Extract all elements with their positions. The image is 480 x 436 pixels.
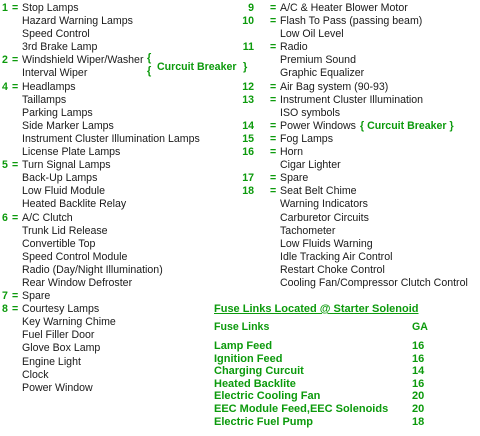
fuse-links-col-name: Fuse Links — [214, 321, 270, 333]
fuse-item-label: Rear Window Defroster — [22, 276, 133, 289]
fuse-number: 1 — [2, 2, 8, 14]
fuse-item — [2, 81, 242, 94]
fuse-item-label: Cooling Fan/Compressor Clutch Control — [280, 276, 468, 289]
fuse-item — [234, 67, 478, 80]
fuse-link-gauge: 16 — [412, 377, 425, 390]
fuse-links-rows — [214, 340, 478, 428]
fuse-number: 14 — [242, 119, 254, 132]
fuse-group-12 — [234, 81, 478, 94]
fuse-item-label: Glove Box Lamp — [22, 342, 101, 355]
fuse-item — [2, 198, 242, 211]
fuse-group-15 — [234, 133, 478, 146]
fuse-link-row — [214, 365, 478, 378]
equals-sign: = — [12, 159, 19, 172]
circuit-breaker-label: Curcuit Breaker — [157, 61, 237, 73]
fuse-link-name: Heated Backlite — [214, 377, 296, 390]
fuse-item — [2, 41, 242, 54]
fuse-item — [234, 15, 478, 28]
fuse-item-label: Premium Sound — [280, 54, 356, 67]
fuse-link-gauge: 14 — [412, 365, 425, 378]
fuse-item-label: Air Bag system (90-93) — [280, 80, 389, 93]
fuse-item-label: Taillamps — [22, 93, 67, 106]
fuse-item-label: Tachometer — [280, 224, 336, 237]
brace-close: } — [243, 61, 248, 73]
fuse-item — [234, 225, 478, 238]
equals-sign: = — [12, 303, 19, 316]
fuse-item — [2, 107, 242, 120]
fuse-number: 8 — [2, 303, 8, 316]
fuse-group-16 — [234, 146, 478, 172]
fuse-item-label: Power Window — [22, 381, 93, 394]
fuse-group-17 — [234, 172, 478, 185]
fuse-links-header — [214, 321, 478, 335]
fuse-item — [2, 264, 242, 277]
fuse-item-label: Side Marker Lamps — [22, 119, 114, 132]
fuse-item — [2, 185, 242, 198]
equals-sign: = — [270, 93, 277, 106]
fuse-item — [2, 225, 242, 238]
fuse-links-panel — [214, 303, 478, 428]
fuse-item-label: Low Oil Level — [280, 28, 344, 41]
brace-open-bottom: { — [147, 65, 152, 77]
fuse-number: 6 — [2, 211, 8, 224]
fuse-item — [2, 290, 242, 303]
fuse-item-label: Interval Wiper — [22, 67, 88, 80]
equals-sign: = — [270, 80, 277, 93]
fuse-item — [234, 94, 478, 107]
fuse-item — [234, 107, 478, 120]
fuse-number: 10 — [242, 15, 254, 28]
fuse-number: 5 — [2, 159, 8, 172]
fuse-item-label: Engine Light — [22, 355, 81, 368]
fuse-item-label: Graphic Equalizer — [280, 67, 365, 80]
equals-sign: = — [270, 146, 277, 159]
fuse-item-label: Warning Indicators — [280, 198, 368, 211]
fuse-link-gauge: 20 — [412, 402, 425, 415]
fuse-link-row — [214, 403, 478, 416]
equals-sign: = — [270, 15, 277, 28]
fuse-group-6 — [2, 212, 242, 291]
fuse-item — [234, 159, 478, 172]
fuse-link-row — [214, 340, 478, 353]
fuse-item-label: Key Warning Chime — [22, 316, 116, 329]
fuse-item-label: Courtesy Lamps — [22, 303, 100, 316]
fuse-item-label: Restart Choke Control — [280, 263, 385, 276]
equals-sign: = — [270, 185, 277, 198]
fuse-item — [234, 41, 478, 54]
fuse-item-label: Hazard Warning Lamps — [22, 15, 133, 28]
fuse-item-label: Speed Control — [22, 28, 90, 41]
fuse-item-label: Trunk Lid Release — [22, 224, 108, 237]
fuse-group-1 — [2, 2, 242, 54]
fuse-link-gauge: 20 — [412, 390, 425, 403]
fuse-item-label: A/C & Heater Blower Motor — [280, 2, 408, 14]
equals-sign: = — [270, 119, 277, 132]
fuse-item — [2, 316, 242, 329]
fuse-item-label: Clock — [22, 368, 49, 381]
fuse-item — [234, 264, 478, 277]
fuse-link-gauge: 16 — [412, 352, 425, 365]
fuse-item — [2, 2, 242, 15]
fuse-item — [2, 159, 242, 172]
fuse-item-label: License Plate Lamps — [22, 146, 121, 159]
fuse-item-label: Speed Control Module — [22, 250, 128, 263]
fuse-item-label: Parking Lamps — [22, 106, 93, 119]
fuse-item-label: A/C Clutch — [22, 211, 73, 224]
fuse-item-label: Low Fluids Warning — [280, 237, 373, 250]
fuse-item — [2, 382, 242, 395]
fuse-item — [234, 2, 478, 15]
fuse-number: 12 — [242, 80, 254, 93]
fuse-group-18 — [234, 185, 478, 290]
fuse-number: 15 — [242, 132, 254, 145]
fuse-item — [2, 277, 242, 290]
fuse-link-name: Charging Curcuit — [214, 365, 304, 378]
fuse-group-5 — [2, 159, 242, 211]
fuse-item-label: Instrument Cluster Illumination Lamps — [22, 132, 200, 145]
fuse-item — [2, 342, 242, 355]
fuse-item — [234, 212, 478, 225]
equals-sign: = — [12, 80, 19, 93]
fuse-group-13 — [234, 94, 478, 120]
fuse-group-7 — [2, 290, 242, 303]
fuse-item — [234, 277, 478, 290]
fuse-link-row — [214, 353, 478, 366]
equals-sign: = — [12, 54, 19, 67]
fuse-link-row — [214, 416, 478, 429]
fuse-item-label: Turn Signal Lamps — [22, 159, 111, 172]
circuit-breaker-note: { Curcuit Breaker } — [360, 119, 454, 132]
fuse-item — [2, 303, 242, 316]
fuse-item — [2, 172, 242, 185]
fuse-item-label: Radio — [280, 41, 308, 54]
fuse-item-label: 3rd Brake Lamp — [22, 41, 98, 54]
fuse-link-name: Ignition Feed — [214, 352, 283, 365]
fuse-link-gauge: 16 — [412, 340, 425, 352]
fuse-link-row — [214, 378, 478, 391]
fuse-item-label: Fuel Filler Door — [22, 329, 95, 342]
fuse-link-name: Lamp Feed — [214, 340, 273, 352]
fuse-group-8 — [2, 303, 242, 395]
fuse-group-14 — [234, 120, 478, 133]
fuse-number: 4 — [2, 80, 8, 93]
fuse-link-row — [214, 390, 478, 403]
fuse-links-col-ga: GA — [412, 321, 428, 333]
fuse-item-label: Fog Lamps — [280, 132, 333, 145]
fuse-item — [2, 356, 242, 369]
fuse-number: 16 — [242, 146, 254, 159]
fuse-number: 13 — [242, 93, 254, 106]
right-fuse-column — [234, 2, 478, 290]
fuse-item — [2, 133, 242, 146]
fuse-group-4 — [2, 81, 242, 160]
fuse-item — [234, 198, 478, 211]
fuse-number: 2 — [2, 54, 8, 67]
fuse-item — [234, 133, 478, 146]
fuse-item-label: Idle Tracking Air Control — [280, 250, 393, 263]
equals-sign: = — [12, 290, 19, 303]
equals-sign: = — [270, 172, 277, 185]
fuse-group-10 — [234, 15, 478, 41]
fuse-item — [234, 251, 478, 264]
fuse-item — [234, 238, 478, 251]
fuse-item — [2, 146, 242, 159]
fuse-item-label: ISO symbols — [280, 106, 341, 119]
fuse-item-label: Seat Belt Chime — [280, 185, 357, 198]
equals-sign: = — [270, 132, 277, 145]
fuse-item — [2, 28, 242, 41]
fuse-link-gauge: 18 — [412, 415, 425, 428]
fuse-item — [234, 28, 478, 41]
fuse-group-9 — [234, 2, 478, 15]
fuse-item-label: Radio (Day/Night Illumination) — [22, 263, 163, 276]
fuse-number: 7 — [2, 290, 8, 303]
fuse-item-label: Back-Up Lamps — [22, 172, 98, 185]
fuse-link-name: Electric Cooling Fan — [214, 390, 321, 403]
fuse-item — [2, 94, 242, 107]
fuse-item — [234, 172, 478, 185]
fuse-item-label: Horn — [280, 146, 303, 159]
fuse-item-label: Spare — [280, 172, 309, 185]
fuse-item-label: Windshield Wiper/Washer — [22, 54, 144, 67]
fuse-number: 11 — [242, 41, 254, 54]
fuse-item — [234, 81, 478, 94]
fuse-number: 18 — [242, 185, 254, 198]
fuse-item — [234, 120, 478, 133]
fuse-item-label: Power Windows — [280, 119, 356, 132]
equals-sign: = — [12, 211, 19, 224]
fuse-item-label: Low Fluid Module — [22, 185, 106, 198]
fuse-item-label: Convertible Top — [22, 237, 96, 250]
fuse-item-label: Headlamps — [22, 80, 76, 93]
fuse-item — [2, 238, 242, 251]
equals-sign: = — [270, 41, 277, 54]
fuse-link-name: Electric Fuel Pump — [214, 415, 314, 428]
fuse-item-label: Stop Lamps — [22, 2, 79, 14]
fuse-number: 9 — [248, 2, 254, 14]
fuse-item — [2, 251, 242, 264]
fuse-item — [2, 369, 242, 382]
fuse-group-11 — [234, 41, 478, 80]
fuse-item-label: Flash To Pass (passing beam) — [280, 15, 423, 28]
fuse-item-label: Instrument Cluster Illumination — [280, 93, 424, 106]
fuse-item-label: Spare — [22, 290, 51, 303]
fuse-links-title: Fuse Links Located @ Starter Solenoid — [214, 303, 419, 315]
fuse-item — [234, 146, 478, 159]
equals-sign: = — [270, 2, 277, 14]
fuse-item — [2, 120, 242, 133]
fuse-link-name: EEC Module Feed,EEC Solenoids — [214, 402, 389, 415]
equals-sign: = — [12, 2, 19, 14]
fuse-item — [234, 54, 478, 67]
fuse-item — [234, 185, 478, 198]
fuse-item — [2, 15, 242, 28]
fuse-item-label: Carburetor Circuits — [280, 211, 369, 224]
brace-open-top: { — [147, 52, 152, 64]
fuse-item-label: Heated Backlite Relay — [22, 198, 127, 211]
fuse-number: 17 — [242, 172, 254, 185]
fuse-item — [2, 329, 242, 342]
fuse-item-label: Cigar Lighter — [280, 159, 341, 172]
fuse-item — [2, 212, 242, 225]
